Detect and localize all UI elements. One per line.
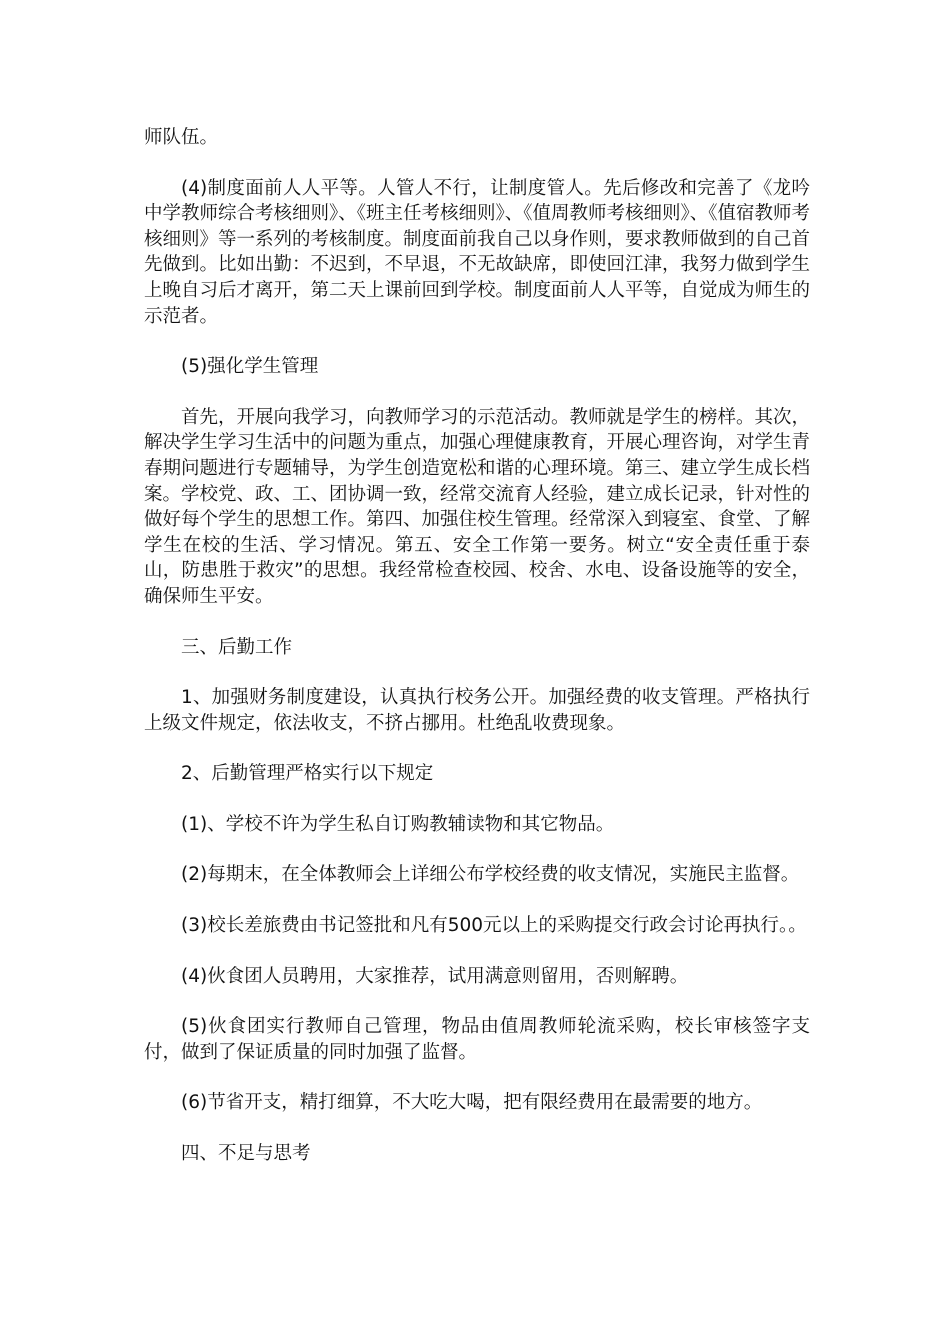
rule-item-6: (6)节省开支，精打细算，不大吃大喝，把有限经费用在最需要的地方。 [181,1092,763,1114]
section-heading-logistics: 三、后勤工作 [181,636,293,658]
rule-item-3: (3)校长差旅费由书记签批和凡有500元以上的采购提交行政会讨论再执行。。 [181,915,807,937]
rule-item-4: (4)伙食团人员聘用，大家推荐，试用满意则留用，否则解聘。 [181,965,689,987]
rule-item-1: (1)、学校不许为学生私自订购教辅读物和其它物品。 [181,813,615,835]
subheading-student-management: (5)强化学生管理 [181,356,319,378]
paragraph-continuation: 师队伍。 [144,127,219,148]
rule-item-2: (2)每期末，在全体教师会上详细公布学校经费的收支情况，实施民主监督。 [181,864,800,886]
paragraph-student-management: 首先，开展向我学习，向教师学习的示范活动。教师就是学生的榜样。其次，解决学生学习生活中的问题为重点，加强心理健康教育，开展心理咨询，对学生青春期问题进行专题辅导，为学生创造宽松和谐的心理环境。第三、建立学生成长档案。学校党、政、工、团协调一致，经常交流育人经验，建立成长记录，针对性的做好每个学生的思想工作。第四、加强住校生管理。经常深入到寝室、食堂、了解学生在校的生活、学习情况。第五、安全工作第一要务。树立“安全责任重于泰山，防患胜于救灾”的思想。我经常检查校园、校舍、水电、设备设施等的安全，确保师生平安。 [144,406,811,607]
subheading-logistics-rules: 2、后勤管理严格实行以下规定 [181,763,434,785]
rule-item-5: (5)伙食团实行教师自己管理，物品由值周教师轮流采购，校长审核签字支付，做到了保证质量的同时加强了监督。 [144,1016,810,1063]
paragraph-finance: 1、加强财务制度建设，认真执行校务公开。加强经费的收支管理。严格执行上级文件规定，依法收支，不挤占挪用。杜绝乱收费现象。 [144,687,810,734]
document-body [144,125,810,1192]
paragraph-rules-equality: (4)制度面前人人平等。人管人不行，让制度管人。先后修改和完善了《龙吟中学教师综合考核细则》、《班主任考核细则》、《值周教师考核细则》、《值宿教师考核细则》等一系列的考核制度。制度面前我自己以身作则，要求教师做到的自己首先做到。比如出勤：不迟到，不早退，不无故缺席，即使回江津，我努力做到学生上晚自习后才离开，第二天上课前回到学校。制度面前人人平等，自觉成为师生的示范者。 [144,177,811,327]
section-heading-shortcomings: 四、不足与思考 [181,1143,311,1165]
